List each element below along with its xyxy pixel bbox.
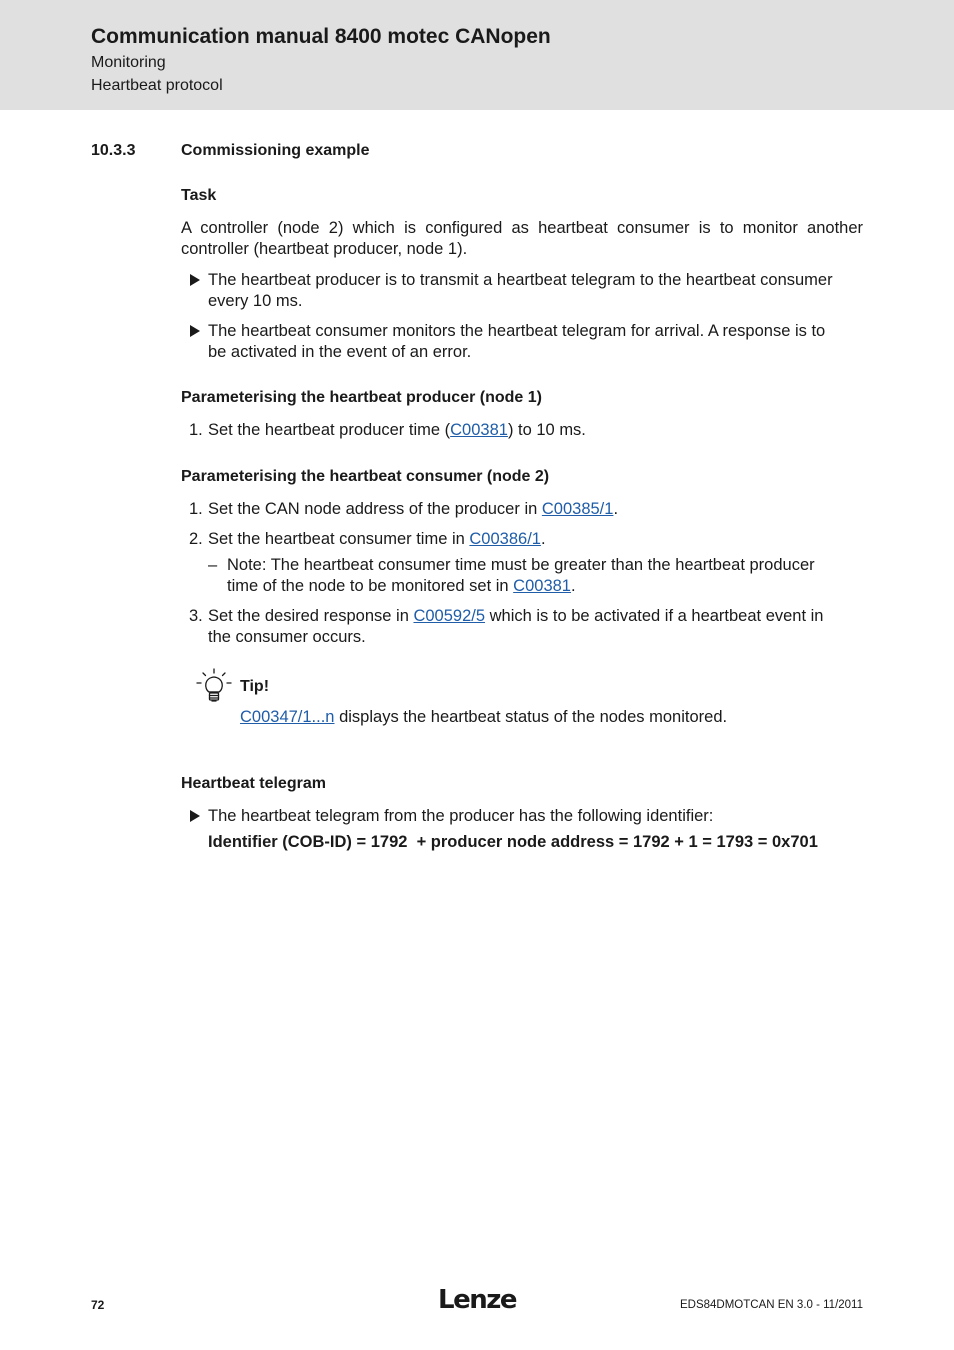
tip-label: Tip! [240,678,270,695]
consumer-step-2-text-end: . [540,530,546,548]
task-bullet-1-line2: every 10 ms. [208,292,303,310]
note-line2-text-end: . [570,577,576,595]
triangle-bullet-icon [190,810,200,822]
consumer-step-3-text-mid: which is to be activated if a heartbeat event in [485,607,824,625]
note-line2-text: time of the node to be monitored set in [227,577,514,595]
telegram-bullet: The heartbeat telegram from the producer has the following identifier: [208,807,714,825]
note-line1: Note: The heartbeat consumer time must be greater than the heartbeat producer [227,556,815,574]
tip-text-body: displays the heartbeat status of the nodes monitored. [334,708,728,726]
lenze-logo [437,1286,517,1314]
producer-heading: Parameterising the heartbeat producer (node 1) [181,389,542,406]
link-c00347[interactable]: C00347/1...n [240,708,335,726]
consumer-step-3 [208,606,823,627]
producer-step-1 [208,420,586,441]
telegram-formula: Identifier (COB-ID) = 1792 + producer node address = 1792 + 1 = 1793 = 0x701 [208,833,818,851]
section-number: 10.3.3 [91,142,136,159]
consumer-step-2-text: Set the heartbeat consumer time in [208,530,470,548]
note-line2 [227,576,576,597]
tip-text [240,707,727,728]
producer-step-1-number: 1. [189,421,203,439]
task-bullet-2-line1: The heartbeat consumer monitors the heartbeat telegram for arrival. A response is to [208,322,826,340]
breadcrumb-chapter: Monitoring [91,54,166,71]
page-number: 72 [91,1298,105,1312]
producer-step-1-text: Set the heartbeat producer time ( [208,421,451,439]
consumer-step-2-number: 2. [189,530,203,548]
consumer-step-3-line2: the consumer occurs. [208,628,366,646]
producer-step-1-text-end: ) to 10 ms. [507,421,586,439]
consumer-step-1-text: Set the CAN node address of the producer in [208,500,542,518]
note-dash: – [208,556,218,574]
link-c00385-1[interactable]: C00385/1 [541,500,614,518]
task-bullet-1-line1: The heartbeat producer is to transmit a heartbeat telegram to the heartbeat consumer [208,271,833,289]
triangle-bullet-icon [190,274,200,286]
consumer-step-3-number: 3. [189,607,203,625]
svg-text:Lenze: Lenze [438,1286,516,1314]
breadcrumb-section: Heartbeat protocol [91,77,223,94]
consumer-heading: Parameterising the heartbeat consumer (node 2) [181,468,550,485]
document-title: Communication manual 8400 motec CANopen [91,25,551,48]
task-heading: Task [181,187,217,204]
section-title: Commissioning example [181,142,370,159]
link-c00386-1[interactable]: C00386/1 [469,530,541,548]
task-intro-line1: A controller (node 2) which is configured as heartbeat consumer is to monitor another [181,219,863,237]
link-c00592-5[interactable]: C00592/5 [413,607,486,625]
task-intro-line2: controller (heartbeat producer, node 1). [181,240,468,258]
consumer-step-1-text-end: . [613,500,619,518]
consumer-step-3-text: Set the desired response in [208,607,414,625]
lightbulb-icon [196,668,232,704]
consumer-step-2 [208,529,546,550]
consumer-step-1-number: 1. [189,500,203,518]
link-c00381[interactable]: C00381 [450,421,508,439]
task-bullet-2-line2: be activated in the event of an error. [208,343,472,361]
telegram-heading: Heartbeat telegram [181,775,326,792]
triangle-bullet-icon [190,325,200,337]
document-code: EDS84DMOTCAN EN 3.0 - 11/2011 [679,1299,863,1311]
link-c00381-note[interactable]: C00381 [513,577,571,595]
consumer-step-1 [208,499,618,520]
